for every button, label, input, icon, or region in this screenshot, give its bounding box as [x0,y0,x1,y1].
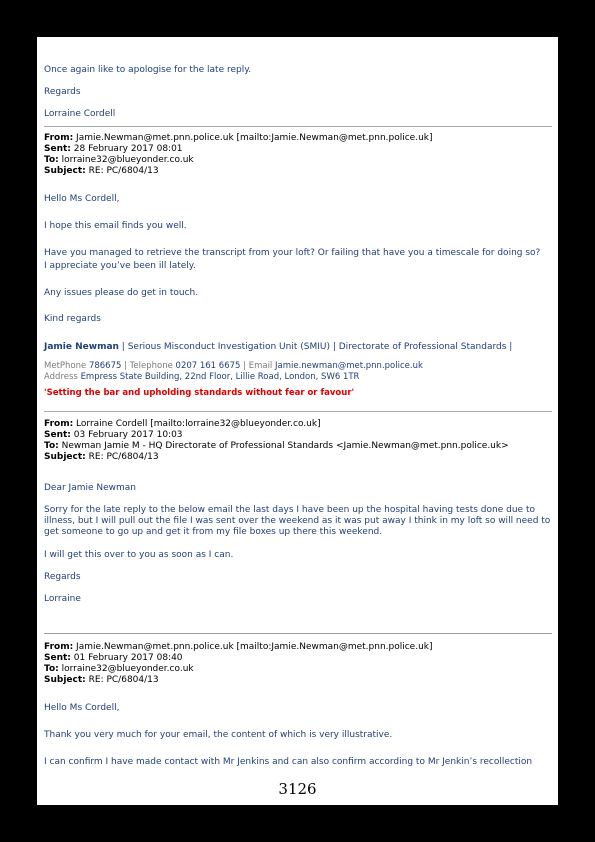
greeting: Dear Jamie Newman [44,483,136,493]
email-header-subject: Subject: RE: PC/6804/13 [44,452,159,462]
page-number: 3126 [278,780,317,798]
body-line: I appreciate you’ve been ill lately. [44,261,196,271]
email-header-sent: Sent: 03 February 2017 10:03 [44,430,183,440]
signature-contact-line: MetPhone 786675 | Telephone 0207 161 6675 | Email Jamie.newman@met.pnn.police.uk [44,361,423,371]
body-line: I can confirm I have made contact with Mr Jenkins and can also confirm according to Mr Jenkin’s recollection [44,757,533,767]
body-line: Any issues please do get in touch. [44,288,199,298]
body-line: Thank you very much for your email, the content of which is very illustrative. [44,730,393,740]
email-header-from: From: Jamie.Newman@met.pnn.police.uk [mailto:Jamie.Newman@met.pnn.police.uk] [44,642,433,652]
signature-motto: 'Setting the bar and upholding standards without fear or favour' [44,388,355,398]
separator [44,126,552,127]
sender-name: Lorraine [44,594,81,604]
separator [44,633,552,634]
body-line: get someone to go up and get it from my file boxes up there this weekend. [44,527,383,537]
greeting: Hello Ms Cordell, [44,194,120,204]
email-header-from: From: Lorraine Cordell [mailto:lorraine32@blueyonder.co.uk] [44,419,321,429]
body-line: Once again like to apologise for the late reply. [44,65,252,75]
body-line: Have you managed to retrieve the transcript from your loft? Or failing that have you a timescale for doing so? [44,248,541,258]
separator [44,411,552,412]
document-page [37,37,558,805]
body-line: illness, but I will pull out the file I was sent over the weekend as it was put away I think in my loft so will need to [44,516,551,526]
greeting: Hello Ms Cordell, [44,703,120,713]
closing-regards: Kind regards [44,314,101,324]
email-header-subject: Subject: RE: PC/6804/13 [44,166,159,176]
body-line: I will get this over to you as soon as I can. [44,550,234,560]
body-line: Sorry for the late reply to the below email the last days I have been up the hospital having tests done due to [44,505,535,515]
body-line: I hope this email finds you well. [44,221,187,231]
signature-name-line: Jamie Newman | Serious Misconduct Investigation Unit (SMIU) | Directorate of Professional Standards | [44,342,513,352]
email-header-from: From: Jamie.Newman@met.pnn.police.uk [mailto:Jamie.Newman@met.pnn.police.uk] [44,133,433,143]
email-header-to: To: lorraine32@blueyonder.co.uk [44,155,194,165]
email-header-subject: Subject: RE: PC/6804/13 [44,675,159,685]
signature-address-line: Address Empress State Building, 22nd Floor, Lillie Road, London, SW6 1TR [44,372,360,382]
closing-regards: Regards [44,572,81,582]
email-header-to: To: lorraine32@blueyonder.co.uk [44,664,194,674]
email-header-sent: Sent: 01 February 2017 08:40 [44,653,183,663]
sender-name: Lorraine Cordell [44,109,116,119]
closing-regards: Regards [44,87,81,97]
email-header-to: To: Newman Jamie M - HQ Directorate of Professional Standards <Jamie.Newman@met.pnn.police.uk> [44,441,509,451]
email-header-sent: Sent: 28 February 2017 08:01 [44,144,183,154]
